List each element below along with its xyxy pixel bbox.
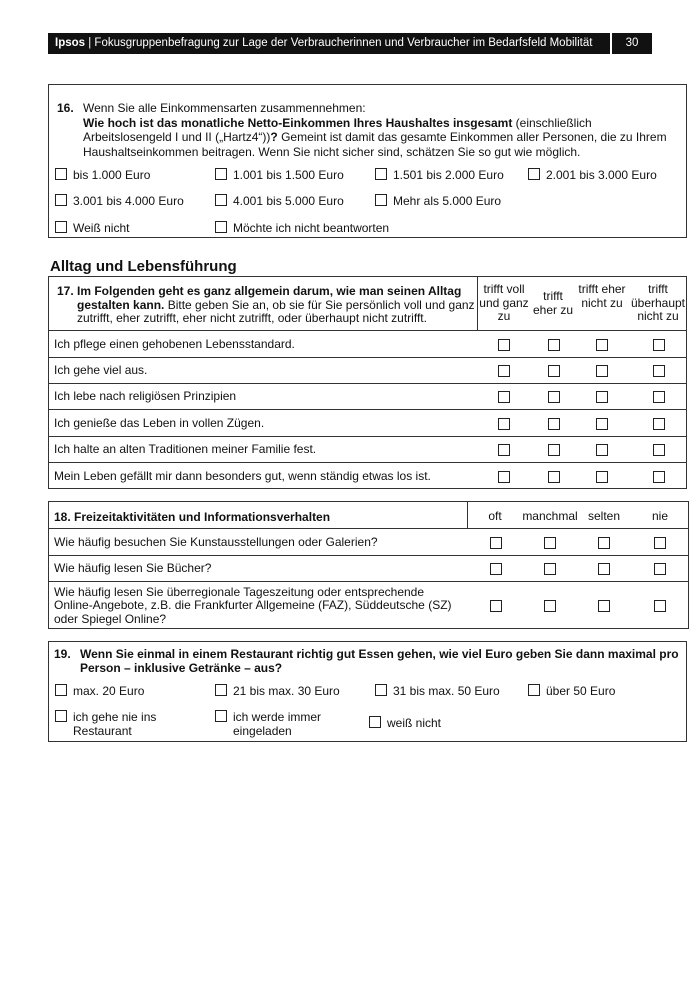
option-label: Weiß nicht	[73, 221, 130, 235]
rating-checkbox[interactable]	[498, 391, 510, 403]
rating-checkbox[interactable]	[490, 537, 502, 549]
column-header: trifft eher nicht zu	[578, 282, 626, 310]
row-statement: Ich lebe nach religiösen Prinzipien	[54, 389, 237, 404]
question-16-rest: Gemeint ist damit das gesamte Einkommen aller Personen, die zu Ihrem Haushaltseinkommen beitragen. Wenn Sie nicht sicher sind, schätzen Sie so gut wie möglich.	[83, 130, 667, 159]
table-row	[49, 409, 686, 436]
row-statement: Ich pflege einen gehobenen Lebensstandard.	[54, 336, 295, 351]
checkbox[interactable]	[528, 168, 540, 180]
rating-checkbox[interactable]	[498, 471, 510, 483]
question-16-paren: (einschließlich Arbeitslosengeld I und II („Hartz4“))	[83, 115, 592, 144]
table-row	[49, 436, 686, 462]
checkbox[interactable]	[55, 221, 67, 233]
checkbox[interactable]	[55, 710, 67, 722]
rating-checkbox[interactable]	[596, 471, 608, 483]
question-18-table	[48, 501, 689, 629]
q16-option-6[interactable]	[215, 194, 344, 208]
q19-option-1[interactable]	[55, 684, 144, 698]
question-16-box	[48, 84, 687, 238]
table-row	[49, 555, 688, 581]
q19-option-2[interactable]	[215, 684, 340, 698]
page-number: 30	[612, 33, 652, 54]
rating-checkbox[interactable]	[548, 339, 560, 351]
option-label: 31 bis max. 50 Euro	[393, 684, 500, 698]
row-statement: Mein Leben gefällt mir dann besonders gut, wenn ständig etwas los ist.	[54, 468, 431, 483]
rating-checkbox[interactable]	[596, 365, 608, 377]
rating-checkbox[interactable]	[596, 418, 608, 430]
question-19-text	[54, 647, 684, 675]
option-label: max. 20 Euro	[73, 684, 145, 698]
column-header: trifft eher zu	[532, 289, 574, 317]
rating-checkbox[interactable]	[498, 444, 510, 456]
column-header: oft	[488, 509, 502, 523]
question-16-bold: Wie hoch ist das monatliche Netto-Einkommen Ihres Haushaltes insgesamt	[83, 115, 513, 130]
question-19-number: 19.	[54, 647, 71, 661]
question-17-bold: Im Folgenden geht es ganz allgemein darum, wie man seinen Alltag gestalten kann.	[77, 284, 462, 312]
table-row	[49, 357, 686, 383]
rating-checkbox[interactable]	[544, 537, 556, 549]
question-19-box	[48, 641, 687, 742]
option-label: über 50 Euro	[546, 684, 616, 698]
row-statement: Wie häufig besuchen Sie Kunstausstellungen oder Galerien?	[54, 534, 378, 549]
table-row	[49, 581, 688, 629]
checkbox[interactable]	[528, 684, 540, 696]
rating-checkbox[interactable]	[596, 444, 608, 456]
option-label: ich werde immer eingeladen	[233, 710, 322, 738]
checkbox[interactable]	[55, 194, 67, 206]
checkbox[interactable]	[369, 716, 381, 728]
question-16-intro: Wenn Sie alle Einkommensarten zusammennehmen:	[83, 101, 366, 115]
option-label: ich gehe nie ins Restaurant	[73, 710, 157, 738]
table-row	[49, 330, 686, 357]
q19-option-6[interactable]	[215, 710, 335, 738]
rating-checkbox[interactable]	[653, 444, 665, 456]
rating-checkbox[interactable]	[654, 537, 666, 549]
rating-checkbox[interactable]	[653, 365, 665, 377]
rating-checkbox[interactable]	[596, 391, 608, 403]
rating-checkbox[interactable]	[548, 418, 560, 430]
option-label: 2.001 bis 3.000 Euro	[546, 168, 657, 182]
checkbox[interactable]	[215, 194, 227, 206]
row-statement: Wie häufig lesen Sie Bücher?	[54, 561, 212, 576]
rating-checkbox[interactable]	[490, 600, 502, 612]
option-label: 21 bis max. 30 Euro	[233, 684, 340, 698]
rating-checkbox[interactable]	[653, 339, 665, 351]
table-row	[49, 383, 686, 409]
rating-checkbox[interactable]	[498, 418, 510, 430]
checkbox[interactable]	[215, 684, 227, 696]
q16-option-4[interactable]	[528, 168, 657, 182]
question-19-body: Wenn Sie einmal in einem Restaurant richtig gut Essen gehen, wie viel Euro geben Sie dann maximal pro Person – inklusive Getränke – aus?	[80, 647, 679, 675]
row-statement: Ich halte an alten Traditionen meiner Familie fest.	[54, 442, 317, 457]
header-title: | Fokusgruppenbefragung zur Lage der Verbraucherinnen und Verbraucher im Bedarfsfeld Mobilität	[85, 37, 593, 49]
option-label: Möchte ich nicht beantworten	[233, 221, 390, 235]
rating-checkbox[interactable]	[498, 365, 510, 377]
checkbox[interactable]	[215, 221, 227, 233]
q16-option-5[interactable]	[55, 194, 184, 208]
rating-checkbox[interactable]	[548, 471, 560, 483]
rating-checkbox[interactable]	[598, 563, 610, 575]
q16-option-1[interactable]	[55, 168, 150, 182]
checkbox[interactable]	[375, 684, 387, 696]
question-18-title: 18. Freizeitaktivitäten und Informationsverhalten	[54, 510, 331, 524]
rating-checkbox[interactable]	[548, 444, 560, 456]
column-header: trifft voll und ganz zu	[479, 282, 529, 323]
checkbox[interactable]	[215, 710, 227, 722]
option-label: Mehr als 5.000 Euro	[393, 194, 502, 208]
table-row	[49, 528, 688, 555]
rating-checkbox[interactable]	[548, 391, 560, 403]
q16-option-9[interactable]	[215, 221, 389, 235]
rating-checkbox[interactable]	[598, 537, 610, 549]
q19-option-3[interactable]	[375, 684, 500, 698]
checkbox[interactable]	[215, 168, 227, 180]
q16-option-2[interactable]	[215, 168, 344, 182]
checkbox[interactable]	[55, 684, 67, 696]
rating-checkbox[interactable]	[653, 418, 665, 430]
checkbox[interactable]	[375, 168, 387, 180]
column-header: selten	[587, 509, 621, 523]
question-17-table	[48, 276, 687, 489]
question-16-number: 16.	[57, 101, 74, 115]
rating-checkbox[interactable]	[548, 365, 560, 377]
option-label: 1.001 bis 1.500 Euro	[233, 168, 344, 182]
q16-option-7[interactable]	[375, 194, 501, 208]
rating-checkbox[interactable]	[544, 563, 556, 575]
rating-checkbox[interactable]	[653, 391, 665, 403]
row-statement: Ich gehe viel aus.	[54, 363, 148, 378]
checkbox[interactable]	[55, 168, 67, 180]
header-brand: Ipsos	[55, 37, 86, 49]
question-17-number: 17.	[57, 284, 74, 298]
q16-option-3[interactable]	[375, 168, 504, 182]
rating-checkbox[interactable]	[544, 600, 556, 612]
page-header	[48, 33, 652, 54]
option-label: 3.001 bis 4.000 Euro	[73, 194, 184, 208]
section-title: Alltag und Lebensführung	[50, 258, 237, 275]
column-header: manchmal	[522, 509, 578, 523]
rating-checkbox[interactable]	[653, 471, 665, 483]
q19-option-4[interactable]	[528, 684, 615, 698]
option-label: bis 1.000 Euro	[73, 168, 151, 182]
option-label: 1.501 bis 2.000 Euro	[393, 168, 504, 182]
option-label: 4.001 bis 5.000 Euro	[233, 194, 344, 208]
table-row	[49, 462, 686, 489]
row-statement: Ich genieße das Leben in vollen Zügen.	[54, 415, 265, 430]
rating-checkbox[interactable]	[498, 339, 510, 351]
header-title-bar	[48, 33, 610, 54]
question-17-header	[57, 285, 477, 326]
rating-checkbox[interactable]	[596, 339, 608, 351]
question-17-rest: Bitte geben Sie an, ob sie für Sie persönlich voll und ganz zutrifft, eher zutrifft, eher nicht zutrifft, oder überhaupt nicht zutrifft.	[77, 297, 475, 325]
checkbox[interactable]	[375, 194, 387, 206]
q19-option-5[interactable]	[55, 710, 165, 738]
column-header: trifft überhaupt nicht zu	[630, 282, 686, 323]
question-16-qmark: ?	[270, 130, 278, 144]
question-16-text	[57, 101, 682, 159]
option-label: weiß nicht	[387, 716, 442, 730]
column-header: nie	[651, 509, 668, 523]
rating-checkbox[interactable]	[598, 600, 610, 612]
rating-checkbox[interactable]	[654, 563, 666, 575]
q16-option-8[interactable]	[55, 221, 129, 235]
rating-checkbox[interactable]	[490, 563, 502, 575]
rating-checkbox[interactable]	[654, 600, 666, 612]
row-statement: Wie häufig lesen Sie überregionale Tageszeitung oder entsprechende Online-Angebote, z.B. die Frankfurter Allgemeine (FAZ), Süddeutsche (SZ) oder Spiegel Online?	[54, 584, 452, 626]
q19-option-7[interactable]	[369, 716, 441, 730]
